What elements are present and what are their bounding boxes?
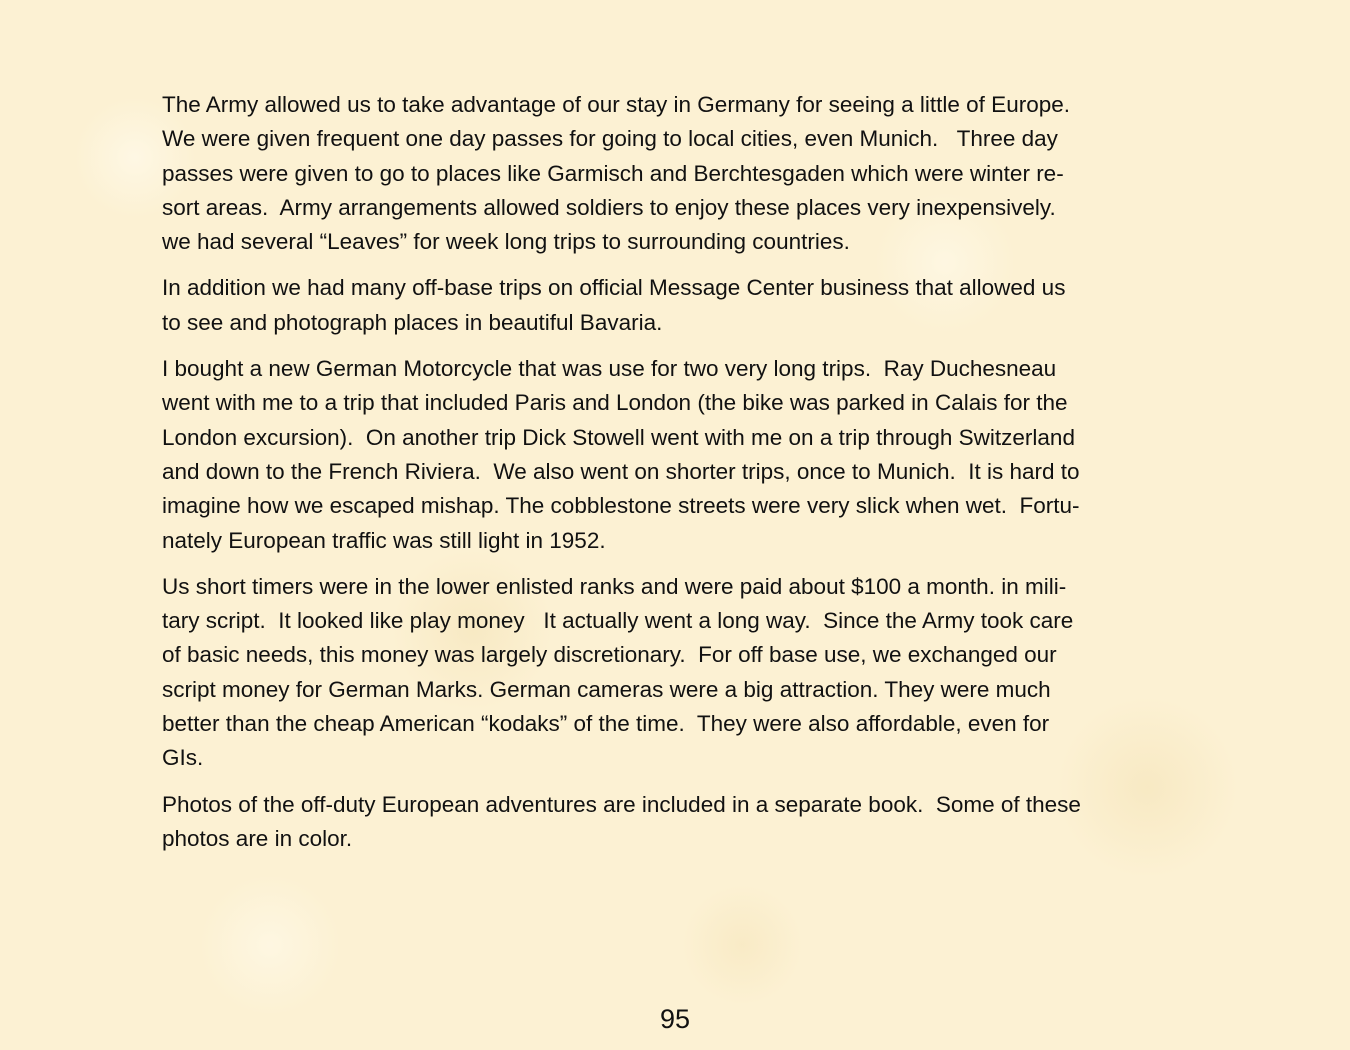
text-line: and down to the French Riviera. We also went on shorter trips, once to Munich. It is hard to bbox=[162, 458, 1080, 484]
text-line: sort areas. Army arrangements allowed soldiers to enjoy these places very inexpensively. bbox=[162, 194, 1056, 220]
page-number: 95 bbox=[659, 1004, 691, 1034]
text-line: to see and photograph places in beautiful Bavaria. bbox=[162, 309, 663, 335]
text-line: Us short timers were in the lower enlisted ranks and were paid about $100 a month. in mili- bbox=[162, 573, 1067, 599]
text-line: passes were given to go to places like Garmisch and Berchtesgaden which were winter re- bbox=[162, 160, 1064, 186]
text-line: Photos of the off-duty European adventures are included in a separate book. Some of these bbox=[162, 791, 1081, 817]
text-line: The Army allowed us to take advantage of our stay in Germany for seeing a little of Europe. bbox=[162, 92, 1070, 117]
text-line: In addition we had many off-base trips on official Message Center business that allowed us bbox=[162, 275, 1066, 301]
paragraph bbox=[162, 271, 1222, 340]
text-line: London excursion). On another trip Dick Stowell went with me on a trip through Switzerland bbox=[162, 424, 1075, 450]
text-line: I bought a new German Motorcycle that was use for two very long trips. Ray Duchesneau bbox=[162, 356, 1057, 382]
paragraph bbox=[162, 352, 1222, 558]
text-line: We were given frequent one day passes for going to local cities, even Munich. Three day bbox=[162, 126, 1058, 152]
text-line: nately European traffic was still light in 1952. bbox=[162, 527, 606, 553]
text-line: GIs. bbox=[162, 745, 204, 771]
page-body bbox=[162, 88, 1222, 868]
paragraph bbox=[162, 88, 1222, 259]
text-line: script money for German Marks. German cameras were a big attraction. They were much bbox=[162, 676, 1051, 702]
text-line: of basic needs, this money was largely discretionary. For off base use, we exchanged our bbox=[162, 642, 1057, 668]
text-line: imagine how we escaped mishap. The cobblestone streets were very slick when wet. Fortu- bbox=[162, 493, 1080, 519]
text-line: went with me to a trip that included Paris and London (the bike was parked in Calais for the bbox=[162, 390, 1068, 416]
text-line: we had several “Leaves” for week long trips to surrounding countries. bbox=[162, 229, 850, 255]
paragraph bbox=[162, 788, 1222, 857]
text-line: photos are in color. bbox=[162, 825, 353, 851]
text-line: tary script. It looked like play money It actually went a long way. Since the Army took care bbox=[162, 608, 1074, 634]
text-line: better than the cheap American “kodaks” of the time. They were also affordable, even for bbox=[162, 711, 1050, 737]
paragraph bbox=[162, 570, 1222, 776]
